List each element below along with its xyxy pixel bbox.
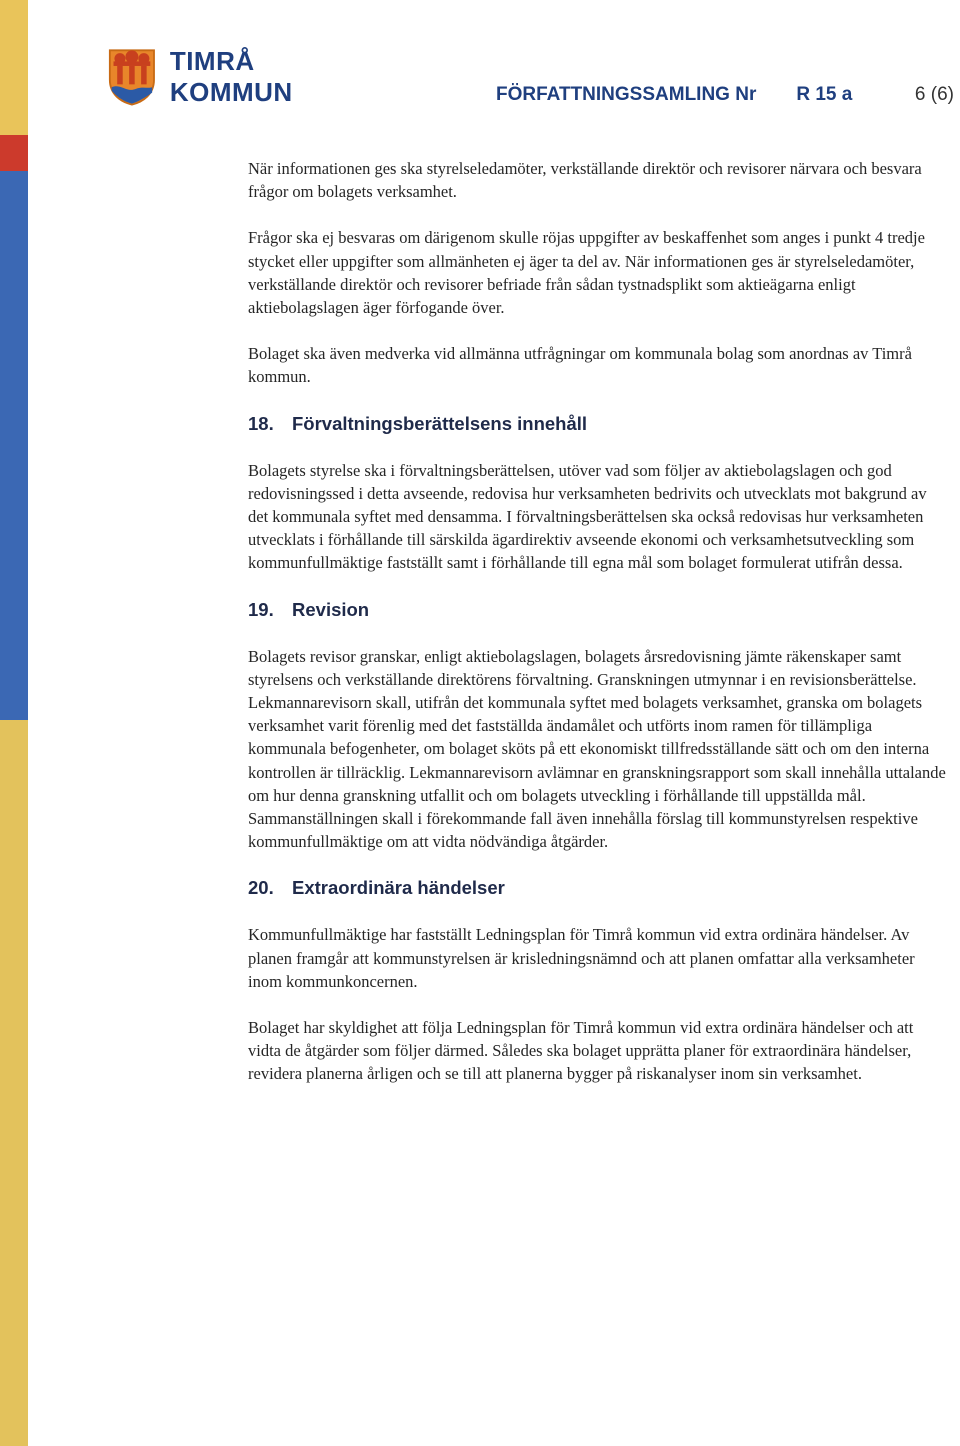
paragraph-information: När informationen ges ska styrelseledamöter, verkställande direktör och revisorer närvara och besvara frågor om bolagets verksamhet. — [248, 159, 922, 202]
section-number: 20. — [248, 877, 274, 899]
timra-kommun-logo — [108, 42, 368, 112]
page-indicator: 6 (6) — [914, 84, 954, 105]
section-number: 18. — [248, 412, 274, 434]
paragraph-hearings: Bolaget ska även medverka vid allmänna utfrågningar om kommunala bolag som anordnas av Timrå kommun. — [248, 344, 912, 387]
section-title: Extraordinära händelser — [292, 877, 505, 899]
collection-label: FÖRFATTNINGSSAMLING Nr — [496, 84, 757, 105]
section-heading-19 — [248, 598, 948, 622]
side-stripe-red — [0, 135, 28, 171]
section-number: 19. — [248, 598, 274, 620]
coat-of-arms-icon — [108, 46, 156, 108]
section-19-text: Bolagets revisor granskar, enligt aktiebolagslagen, bolagets årsredovisning jämte räkenskaper samt styrelsens och verkställande direktörens förvaltning. Granskningen utmynnar i en revisionsberättelse. Lekmannarevisorn skall, utifrån det kommunala syftet med bolagets verksamhet, granska om bolagets verksamhet varit förenlig med det fastställda ändamålet och utförts inom ramen för tillämpliga kommunala befogenheter, om bolaget sköts på ett ekonomiskt tillfredsställande sätt och om den interna kontrollen är tillräcklig. Lekmannarevisorn avlämnar en granskningsrapport som skall innehålla uttalande om hur denna granskning utfallit och om bolagets utveckling i förhållande till uppställda mål. Sammanställningen skall i förekommande fall även innehålla förslag till kommunstyrelsen respektive kommunfullmäktige om att vidta nödvändiga åtgärder. — [248, 646, 946, 852]
section-title: Förvaltningsberättelsens innehåll — [292, 412, 588, 434]
section-20-text-2: Bolaget har skyldighet att följa Ledningsplan för Timrå kommun vid extra ordinära händelser och att vidta de åtgärder som följer därmed. Således ska bolaget upprätta planer för extraordinära händelser, revidera planerna årligen och se till att planerna bygger på riskanalyser inom sin verksamhet. — [248, 1018, 914, 1084]
side-stripe-blue — [0, 171, 28, 720]
section-20-text-1: Kommunfullmäktige har fastställt Ledningsplan för Timrå kommun vid extra ordinära händelser. Av planen framgår att kommunstyrelsen är krisledningsnämnd och att planen omfattar alla verksamheter inom kommunkoncernen. — [248, 925, 915, 991]
document-number: R 15 a — [796, 84, 853, 105]
section-heading-20 — [248, 876, 948, 900]
side-stripe-yellow-bottom — [0, 720, 28, 1446]
logo-text: TIMRÅ KOMMUN — [169, 46, 293, 107]
section-heading-18 — [248, 412, 948, 436]
paragraph-questions: Frågor ska ej besvaras om därigenom skulle röjas uppgifter av beskaffenhet som anges i punkt 4 tredje stycket eller uppgifter som allmänheten ej äger ta del av. När informationen ges är styrelseledamöter, verkställande direktör och revisorer befriade från sådan tystnadsplikt som aktieägarna enligt aktiebolagslagen äger förfogande över. — [248, 228, 925, 318]
document-body — [248, 157, 948, 1109]
side-stripe-yellow-top — [0, 0, 28, 135]
section-18-text: Bolagets styrelse ska i förvaltningsberättelsen, utöver vad som följer av aktiebolagslagen och god redovisningssed i detta avseende, redovisa hur verksamheten bedrivits och utvecklats mot bakgrund av det kommunala syftet med densamma. I förvaltningsberättelsen ska också redovisas hur verksamheten utvecklats i förhållande till särskilda ägardirektiv avseende ekonomi och verksamhetsutveckling som kommunfullmäktige fastställt samt i förhållande till egna mål som bolaget formulerat utifrån dessa. — [248, 460, 927, 573]
document-header — [496, 84, 958, 106]
section-title: Revision — [292, 598, 370, 620]
